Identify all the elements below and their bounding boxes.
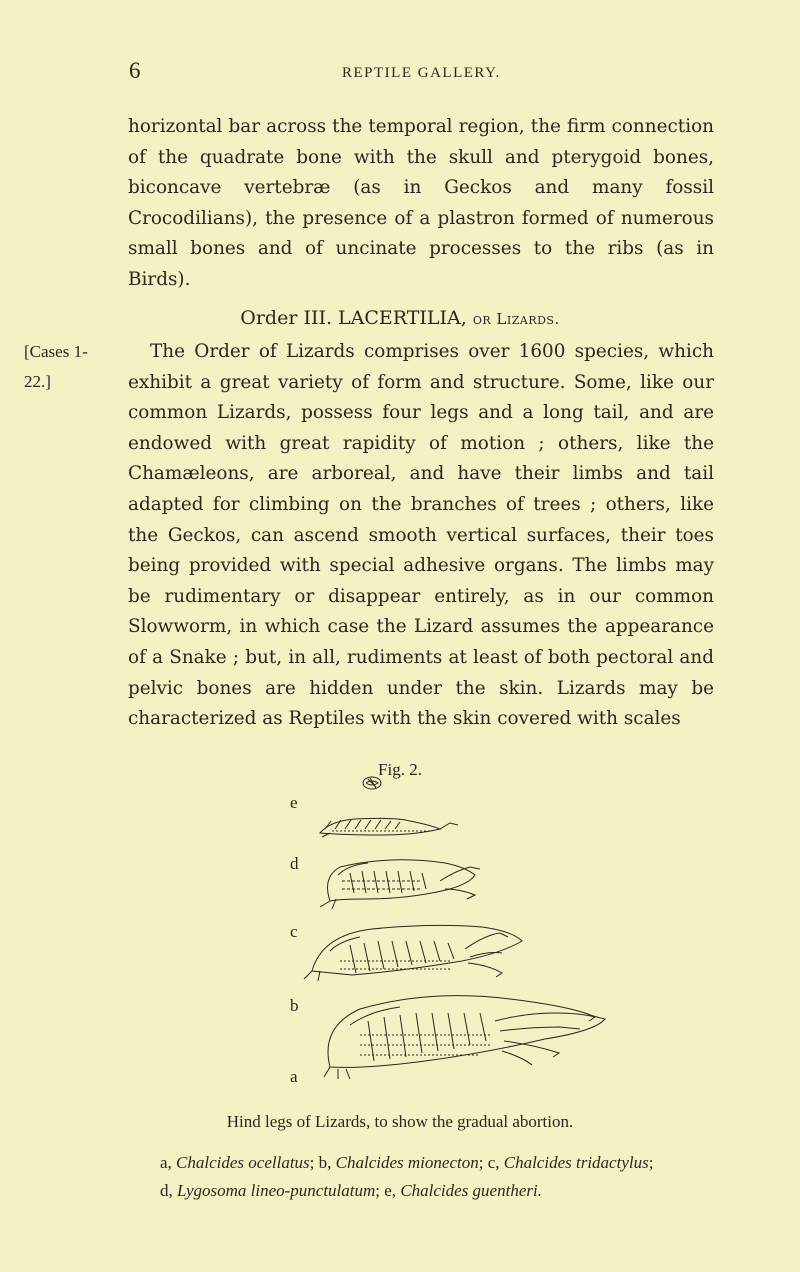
- leg-a-illustration: [324, 996, 605, 1079]
- leg-c-illustration: [320, 860, 480, 909]
- figure-label-b: b: [290, 996, 299, 1015]
- order-heading-small-caps: or Lizards.: [472, 310, 560, 328]
- legend-letter-d: d,: [160, 1181, 173, 1200]
- order-heading: [0, 307, 800, 329]
- figure-label-c: c: [290, 922, 298, 941]
- figure-title: Fig. 2.: [378, 760, 422, 779]
- figure-label-d: d: [290, 854, 299, 873]
- paragraph-2: The Order of Lizards comprises over 1600 species, which exhibit a great variety of form and structure. Some, like our common Lizards, possess four legs and a long tail, and are endowed with great rapidity of motion ; others, like the Chamæleons, are arboreal, and have their limbs and tail adapted for climbing on the branches of trees ; others, like the Geckos, can ascend smooth vertical surfaces, their toes being provided with special adhesive organs. The limbs may be rudimentary or disappear entirely, as in our common Slowworm, in which case the Lizard assumes the appearance of a Snake ; but, in all, rudiments at least of both pectoral and pelvic bones are hidden under the skin. Lizards may be characterized as Reptiles with the skin covered with scales: [128, 341, 714, 730]
- figure-hind-legs: [290, 785, 630, 1100]
- legend-species-c: Chalcides tridactylus: [503, 1153, 649, 1172]
- legend-letter-a: a,: [160, 1153, 172, 1172]
- page-header: [0, 58, 800, 92]
- figure-caption: Hind legs of Lizards, to show the gradual abortion.: [226, 1112, 574, 1131]
- leg-illustrations: [290, 785, 630, 1100]
- running-head: REPTILE GALLERY.: [342, 65, 501, 81]
- legend-letter-c: c,: [487, 1153, 500, 1172]
- order-heading-prefix: Order III. LACERTILIA,: [240, 307, 467, 329]
- legend-letter-b: b,: [318, 1153, 332, 1172]
- legend-species-b: Chalcides mionecton: [335, 1153, 479, 1172]
- leg-d-illustration: [320, 818, 458, 837]
- leg-b-illustration: [304, 925, 522, 981]
- legend-letter-e: e,: [384, 1181, 397, 1200]
- legend-species-a: Chalcides ocellatus: [176, 1153, 310, 1172]
- figure-label-a: a: [290, 1067, 298, 1086]
- page-number: 6: [129, 58, 141, 83]
- margin-note: [Cases 1-22.]: [24, 342, 88, 391]
- legend-species-d: Lygosoma lineo-punctulatum: [177, 1181, 376, 1200]
- legend-species-e: Chalcides guentheri.: [400, 1181, 542, 1200]
- paragraph-1: horizontal bar across the temporal region, the firm connection of the quadrate bone with the skull and pterygoid bones, biconcave vertebræ (as in Geckos and many fossil Crocodilians), the presence of a plastron formed of numerous small bones and of uncinate processes to the ribs (as in Birds).: [128, 116, 714, 290]
- figure-label-e: e: [290, 793, 298, 812]
- figure-legend: a, Chalcides ocellatus; b, Chalcides mionecton; c, Chalcides tridactylus; d, Lygosoma lineo-punctulatum; e, Chalcides guentheri.: [160, 1153, 654, 1200]
